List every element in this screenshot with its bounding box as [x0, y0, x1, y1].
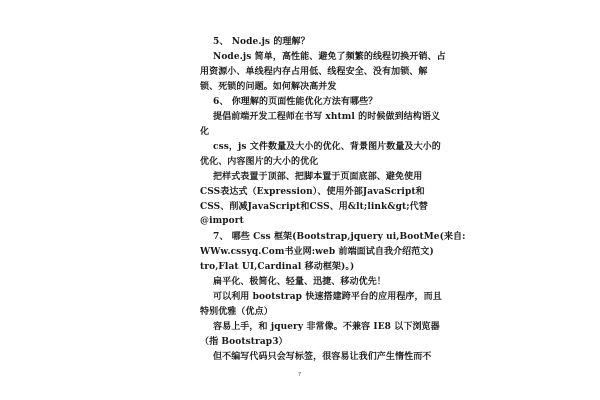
q5-heading: 5、 Node.js 的理解？ [213, 37, 310, 47]
paragraph-line: tro,Flat UI,Cardinal 移动框架)。) [200, 262, 355, 272]
word: 表达式（Expression）、使用外部 [220, 187, 363, 197]
word: CSS、削减 [200, 202, 248, 212]
paragraph-line: Node.js 简单，高性能、避免了频繁的线程切换开销、占 [213, 52, 446, 62]
q7-heading: 7、 哪些 Css 框架(Bootstrap,jquery ui,BootMe(来自: [213, 232, 466, 242]
word: &lt;link&gt; [347, 202, 410, 212]
page-number: 7 [298, 372, 302, 378]
paragraph-line: 把样式表置于顶部、把脚本置于页面底部、避免使用 [213, 172, 423, 182]
paragraph-line-justified [200, 202, 428, 213]
word: JavaScript [247, 202, 301, 212]
paragraph-line-justified [200, 247, 434, 258]
word: WWw.cssyq.Com [200, 247, 285, 257]
paragraph-line: 但不编写代码只会写标签，很容易让我们产生惰性而不 [213, 352, 432, 362]
paragraph-line: css，js 文件数量及大小的优化、背景图片数量及大小的 [213, 142, 441, 152]
paragraph-line: （指 Bootstrap3） [200, 337, 288, 347]
word: 和 [300, 202, 310, 212]
paragraph-line: 化 [200, 127, 210, 137]
paragraph-line: 可以利用 bootstrap 快速搭建跨平台的应用程序，而且 [213, 292, 442, 302]
paragraph-line: @import [200, 216, 244, 226]
paragraph-line-justified [200, 187, 425, 198]
word: CSS [200, 187, 221, 197]
paragraph-line: 容易上手，和 jquery 非常像。不兼容 IE8 以下浏览器 [213, 322, 440, 332]
paragraph-line: 扁平化、极简化、轻量、迅捷、移动优先！ [213, 277, 386, 287]
word: 书业网:web 前端面试自我介绍范文) [284, 247, 434, 257]
q6-heading: 6、 你理解的页面性能优化方法有哪些？ [213, 97, 378, 107]
word: JavaScript [362, 187, 416, 197]
word: 代替 [409, 202, 428, 212]
paragraph-line: 用资源小、单线程内存占用低、线程安全、没有加锁、解 [200, 67, 428, 77]
paragraph-line: 特别优雅（优点） [200, 307, 273, 317]
paragraph-line: 优化、内容图片的大小的优化 [200, 157, 319, 167]
paragraph-line: 提倡前端开发工程师在书写 xhtml 的时候做到结构语义 [213, 112, 441, 122]
word: CSS、用 [309, 202, 348, 212]
paragraph-line: 锁、死锁的问题。如何解决高并发 [200, 82, 337, 92]
word: 和 [415, 187, 425, 197]
